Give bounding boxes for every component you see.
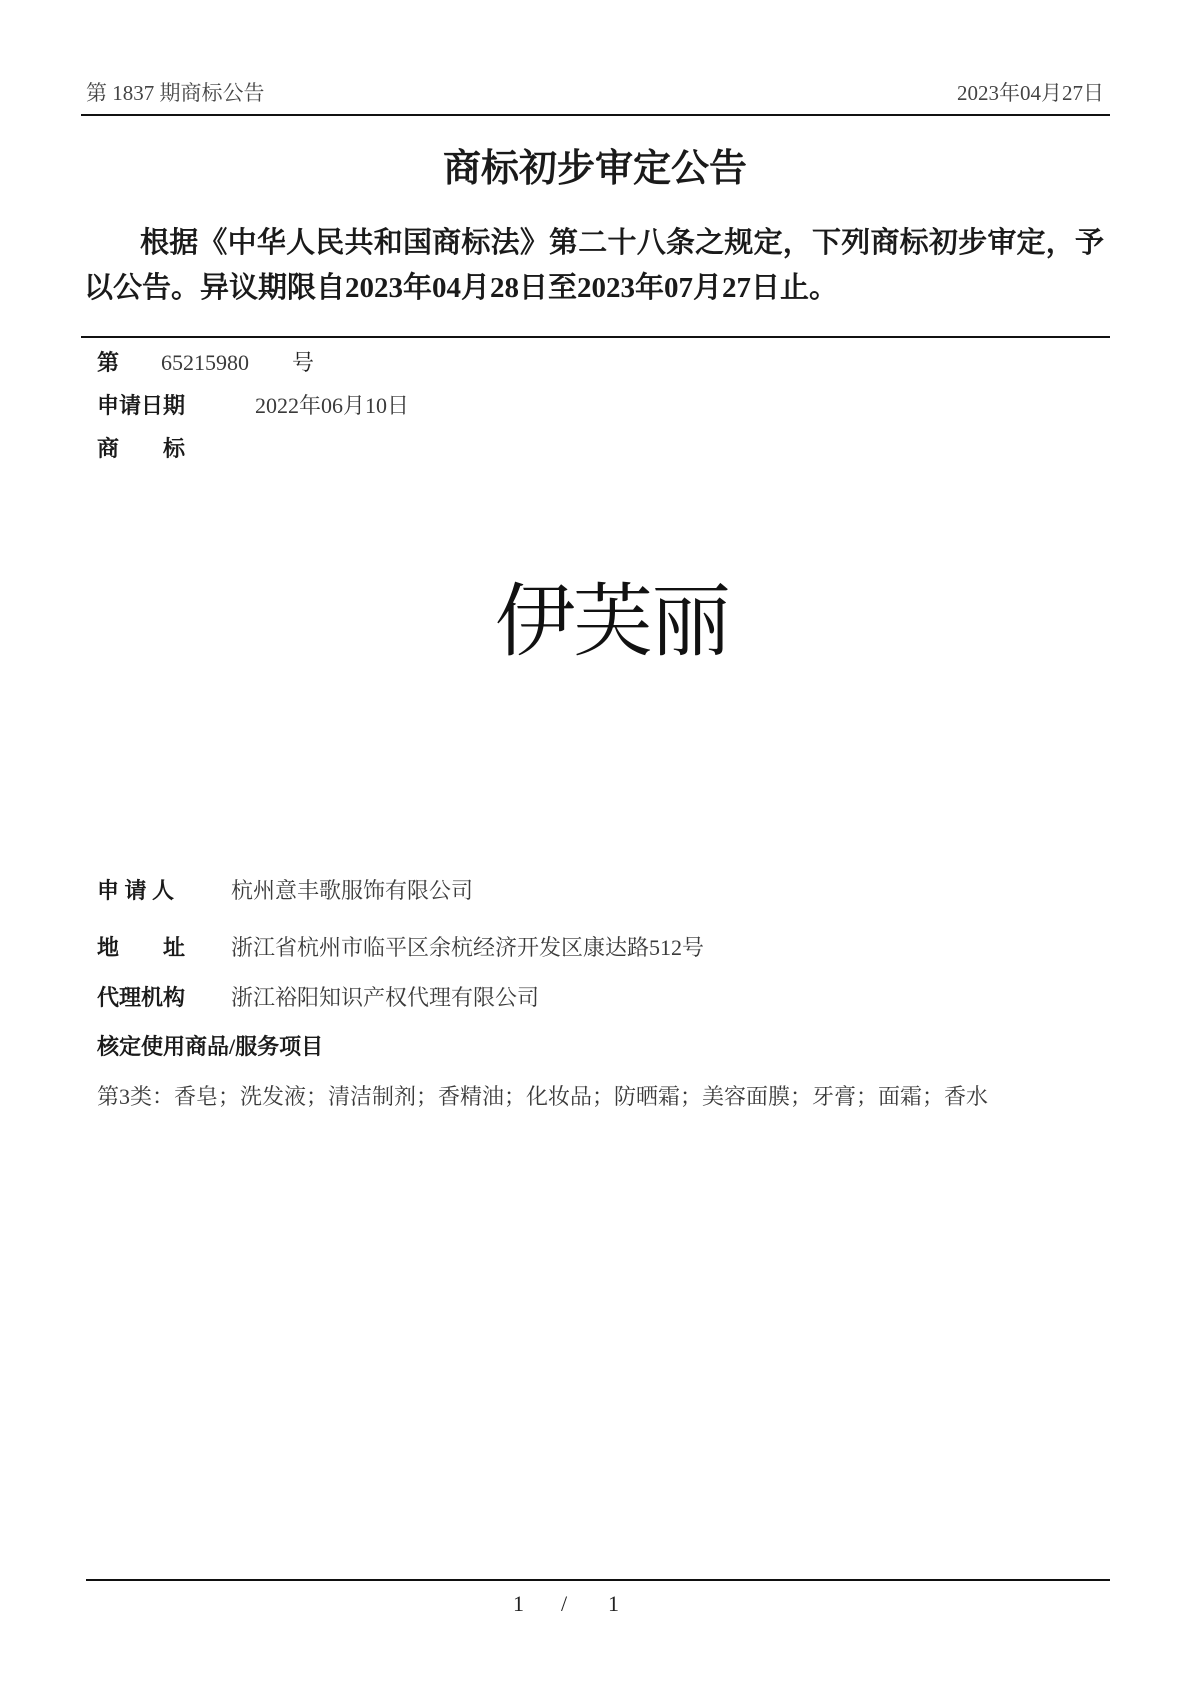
notice-line-2: 以公告。异议期限自2023年04月28日至2023年07月27日止。 — [84, 272, 839, 304]
notice-line-1: 根据《中华人民共和国商标法》第二十八条之规定，下列商标初步审定，予 — [140, 227, 1104, 259]
page-separator: / — [561, 1591, 568, 1616]
number-label: 第 — [97, 350, 120, 375]
notice-divider — [81, 336, 1110, 338]
trademark-logo: 伊芙丽 — [495, 575, 729, 668]
filing-date-label: 申请日期 — [97, 393, 186, 418]
address-label: 地 址 — [97, 935, 186, 960]
page-total: 1 — [608, 1591, 619, 1616]
mark-label: 商 标 — [97, 436, 186, 461]
number-suffix: 号 — [292, 350, 315, 375]
registration-number: 65215980 — [161, 350, 249, 375]
page-title: 商标初步审定公告 — [442, 148, 747, 190]
agent-name: 浙江裕阳知识产权代理有限公司 — [231, 985, 540, 1010]
filing-date: 2022年06月10日 — [255, 393, 410, 418]
footer-divider — [86, 1579, 1110, 1581]
goods-label: 核定使用商品/服务项目 — [97, 1034, 324, 1059]
agent-label: 代理机构 — [97, 985, 186, 1010]
page-current: 1 — [513, 1591, 524, 1616]
header-divider — [81, 114, 1110, 116]
goods-list: 第3类：香皂；洗发液；清洁制剂；香精油；化妆品；防晒霜；美容面膜；牙膏；面霜；香水 — [97, 1084, 989, 1109]
issue-number: 第 1837 期商标公告 — [86, 81, 265, 105]
issue-date: 2023年04月27日 — [957, 81, 1104, 105]
applicant-address: 浙江省杭州市临平区余杭经济开发区康达路512号 — [231, 935, 705, 960]
applicant-label: 申 请 人 — [97, 878, 175, 903]
applicant-name: 杭州意丰歌服饰有限公司 — [231, 878, 474, 903]
